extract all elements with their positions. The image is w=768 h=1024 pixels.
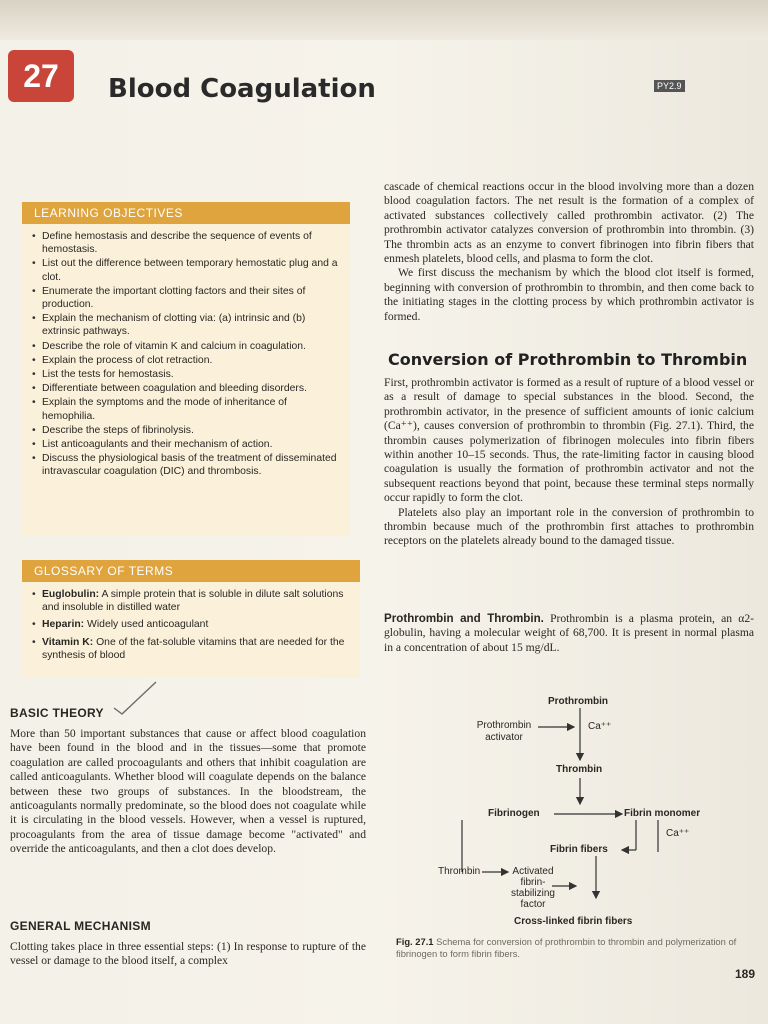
figure-caption-text: Schema for conversion of prothrombin to thrombin and polymerization of fibrinogen to form fibrin fibers. (396, 936, 737, 959)
learning-objectives-box (22, 224, 350, 536)
learning-objective-item: • Explain the process of clot retraction. (30, 354, 342, 367)
glossary-definition: Widely used anticoagulant (84, 619, 209, 631)
fig-label-calcium-2: Ca⁺⁺ (666, 828, 690, 839)
figure-27-1-schema (430, 690, 760, 930)
learning-objective-item: • Explain the mechanism of clotting via: (a) intrinsic and (b) extrinsic pathways. (30, 312, 342, 338)
conversion-paragraph-2: Platelets also play an important role in the conversion of prothrombin to thrombin because much of the prothrombin first attaches to prothrombin receptors on the platelets already bound to the damaged tissue. (384, 505, 754, 548)
fig-label-thrombin: Thrombin (556, 764, 603, 775)
chapter-title: Blood Coagulation (108, 74, 376, 104)
conversion-paragraph-1: First, prothrombin activator is formed as a result of rupture of a blood vessel or as a result of damage to special substances in the blood. Second, the prothrombin activator, in the presence of sufficient amounts of ionic calcium (Ca⁺⁺), causes conversion of prothrombin to thrombin (Fig. 27.1). Third, the thrombin causes polymerization of fibrinogen molecules into fibrin fibers within another 10–15 seconds. Thus, the rate-limiting factor in causing blood coagulation is usually the formation of prothrombin activator and not the subsequent reactions beyond that point, because these terminal steps normally occur rapidly to form the clot. (384, 376, 754, 505)
figure-caption-label: Fig. 27.1 (396, 936, 434, 947)
intro-paragraph-1: cascade of chemical reactions occur in the blood involving more than a dozen blood coagulation factors. The net result is the formation of a complex of activated substances collectively called prothrombin activator. (2) The prothrombin activator catalyzes conversion of prothrombin into thrombin. (3) The thrombin acts as an enzyme to convert fibrinogen into fibrin fibers that enmesh platelets, blood cells, and plasma to form the clot. (384, 180, 754, 266)
glossary-item (30, 618, 352, 631)
prothrombin-thrombin-paragraph (384, 612, 754, 655)
curriculum-code-badge: PY2.9 (654, 80, 685, 92)
intro-paragraph-2: We first discuss the mechanism by which the blood clot itself is formed, beginning with conversion of prothrombin to thrombin, and then come back to the initiating stages in the clotting process by which prothrombin activator is formed. (384, 266, 754, 323)
glossary-definition: A simple protein that is soluble in dilute salt solutions and insoluble in distilled water (42, 589, 344, 614)
learning-objective-item: • Enumerate the important clotting factors and their sites of production. (30, 285, 342, 311)
handwritten-tick-mark (112, 680, 160, 718)
basic-theory-heading: BASIC THEORY (10, 706, 104, 720)
glossary-term: Euglobulin: (42, 589, 100, 600)
glossary-term: Heparin: (42, 619, 85, 631)
glossary-item (30, 636, 352, 662)
glossary-list (30, 588, 352, 662)
glossary-term: Vitamin K: (42, 636, 94, 648)
general-mechanism-heading: GENERAL MECHANISM (10, 919, 151, 933)
conversion-section-text (384, 376, 754, 549)
glossary-box (22, 582, 360, 678)
basic-theory-paragraph: More than 50 important substances that cause or affect blood coagulation have been found in the blood and in the tissues—some that promote coagulation are called procoagulants and others that inhibit coagulation are called anticoagulants. Whether blood will coagulate depends on the balance between these two groups of substances. In the bloodstream, the anticoagulants normally predominate, so the blood does not coagulate while it is circulating in the blood vessels. However, when a vessel is ruptured, procoagulants from the area of tissue damage become "activated" and override the anticoagulants, and then a clot does develop. (10, 727, 366, 856)
fig-label-fibrin-fibers: Fibrin fibers (550, 844, 608, 855)
learning-objective-item: • Discuss the physiological basis of the treatment of disseminated intravascular coagulation (DIC) and thrombosis. (30, 452, 342, 478)
learning-objective-item: • Describe the steps of fibrinolysis. (30, 424, 342, 437)
right-intro-text (384, 180, 754, 324)
general-mechanism-text (10, 940, 366, 969)
learning-objective-item: • List the tests for hemostasis. (30, 368, 342, 381)
learning-objectives-heading: LEARNING OBJECTIVES (22, 202, 350, 224)
page-top-edge (0, 0, 768, 40)
page-number: 189 (735, 967, 756, 981)
learning-objective-item: • List out the difference between temporary hemostatic plug and a clot. (30, 257, 342, 283)
learning-objective-item: • List anticoagulants and their mechanism of action. (30, 438, 342, 451)
fig-label-prothrombin-activator: Prothrombin activator (476, 720, 532, 743)
fig-label-prothrombin: Prothrombin (548, 696, 608, 707)
prothrombin-thrombin-heading: Prothrombin and Thrombin. (384, 612, 544, 625)
fig-label-thrombin-2: Thrombin (438, 866, 481, 877)
learning-objectives-list (30, 230, 342, 479)
chapter-number-badge: 27 (8, 50, 74, 102)
fig-label-crosslinked-fibrin: Cross-linked fibrin fibers (514, 916, 633, 927)
learning-objective-item: • Describe the role of vitamin K and calcium in coagulation. (30, 340, 342, 353)
fig-label-activated-factor: Activated fibrin-stabilizing factor (511, 866, 555, 910)
learning-objective-item: • Explain the symptoms and the mode of inheritance of hemophilia. (30, 396, 342, 422)
learning-objective-item: • Differentiate between coagulation and bleeding disorders. (30, 382, 342, 395)
learning-objective-item: • Define hemostasis and describe the sequence of events of hemostasis. (30, 230, 342, 256)
conversion-section-heading: Conversion of Prothrombin to Thrombin (388, 350, 748, 369)
general-mechanism-paragraph: Clotting takes place in three essential steps: (1) In response to rupture of the vessel or damage to the blood itself, a complex (10, 940, 366, 968)
fig-label-fibrin-monomer: Fibrin monomer (624, 808, 701, 819)
glossary-heading: GLOSSARY OF TERMS (22, 560, 360, 582)
prothrombin-thrombin-text (384, 612, 754, 655)
prothrombin-thrombin-body: Prothrombin is a plasma protein, an α2-globulin, having a molecular weight of 68,700. It is present in normal plasma in a concentration of about 15 mg/dL. (384, 612, 754, 654)
basic-theory-text (10, 727, 366, 857)
glossary-item (30, 588, 352, 614)
glossary-definition: One of the fat-soluble vitamins that are needed for the synthesis of blood (42, 636, 345, 661)
figure-caption (396, 936, 766, 960)
fig-label-calcium-1: Ca⁺⁺ (588, 721, 612, 732)
fig-label-fibrinogen: Fibrinogen (488, 808, 540, 819)
